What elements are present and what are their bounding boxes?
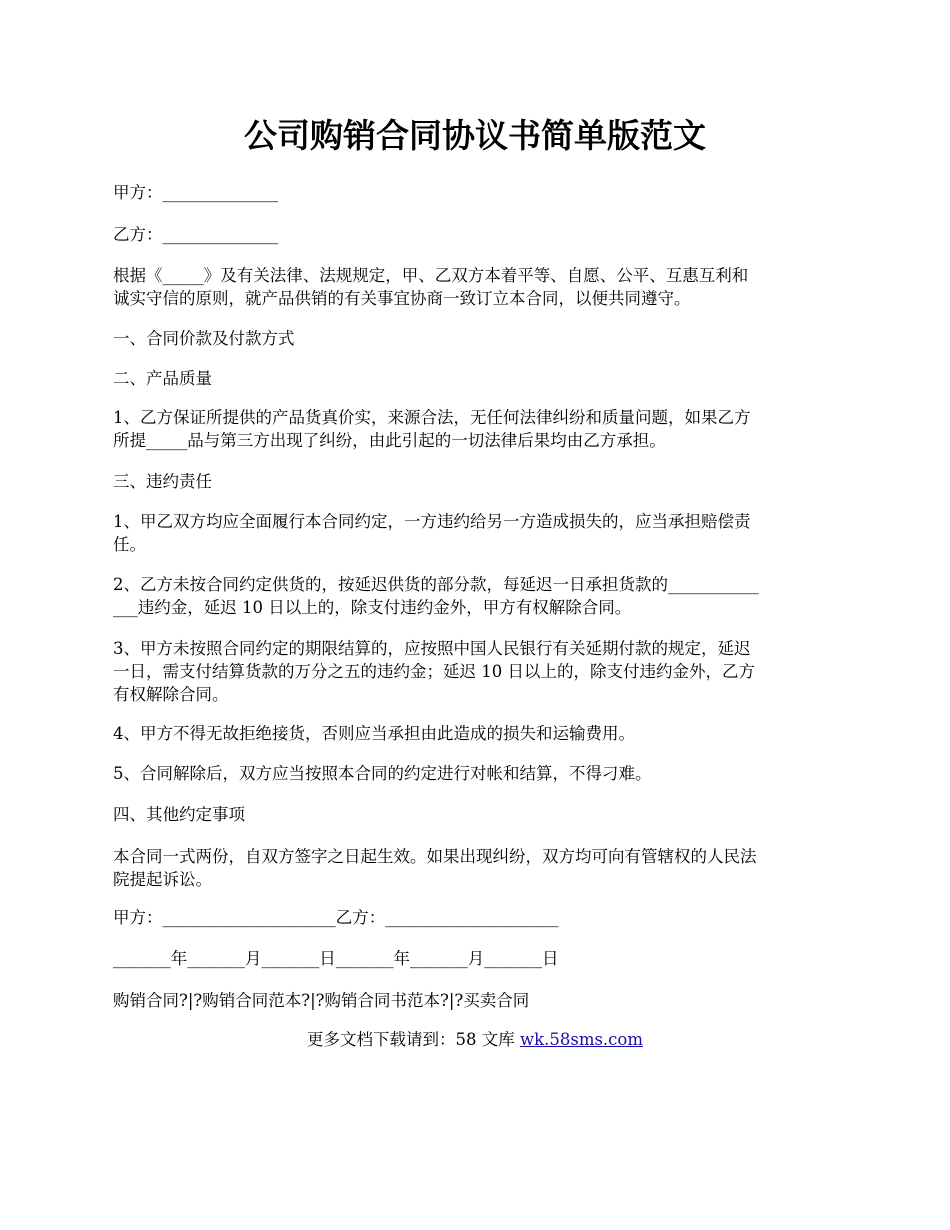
breach-item-4: 4、甲方不得无故拒绝接货，否则应当承担由此造成的损失和运输费用。 (113, 724, 635, 743)
breach-item-3-line-2: 一日，需支付结算货款的万分之五的违约金；延迟 10 日以上的，除支付违约金外，乙方 (113, 662, 755, 681)
quality-line-2: 所提_____品与第三方出现了纠纷，由此引起的一切法律后果均由乙方承担。 (113, 431, 666, 450)
section-heading-1: 一、合同价款及付款方式 (113, 329, 295, 348)
breach-item-1-line-1: 1、甲乙双方均应全面履行本合同约定，一方违约给另一方造成损失的，应当承担赔偿责 (113, 512, 751, 531)
breach-item-2-line-2: ___违约金，延迟 10 日以上的，除支付违约金外，甲方有权解除合同。 (113, 598, 632, 617)
section-heading-3: 三、违约责任 (113, 472, 212, 491)
intro-line-2: 诚实守信的原则，就产品供销的有关事宜协商一致订立本合同，以便共同遵守。 (113, 289, 691, 308)
tags-line: 购销合同?|?购销合同范本?|?购销合同书范本?|?买卖合同 (113, 991, 530, 1010)
footer-text: 更多文档下载请到：58 文库 (306, 1030, 520, 1049)
footer-link[interactable]: wk.58sms.com (519, 1030, 643, 1049)
breach-item-2-line-1: 2、乙方未按合同约定供货的，按延迟供货的部分款，每延迟一日承担货款的___________ (113, 575, 759, 594)
party-b-line: 乙方：______________ (113, 225, 278, 244)
breach-item-3-line-3: 有权解除合同。 (113, 685, 229, 704)
quality-line-1: 1、乙方保证所提供的产品货真价实，来源合法，无任何法律纠纷和质量问题，如果乙方 (113, 408, 751, 427)
party-a-line: 甲方：______________ (113, 183, 278, 202)
breach-item-3-line-1: 3、甲方未按照合同约定的期限结算的，应按照中国人民银行有关延期付款的规定，延迟 (113, 639, 751, 658)
section-heading-2: 二、产品质量 (113, 369, 212, 388)
breach-item-5: 5、合同解除后，双方应当按照本合同的约定进行对帐和结算，不得刁难。 (113, 764, 652, 783)
document-title: 公司购销合同协议书简单版范文 (244, 116, 706, 155)
date-line: _______年_______月_______日_______年_______月_______日 (113, 949, 559, 968)
other-terms-line-2: 院提起诉讼。 (113, 870, 212, 889)
signature-line: 甲方：_____________________乙方：_____________________ (113, 908, 559, 927)
section-heading-4: 四、其他约定事项 (113, 805, 245, 824)
footer (0, 1028, 950, 1051)
intro-line-1: 根据《_____》及有关法律、法规规定，甲、乙双方本着平等、自愿、公平、互惠互利和 (113, 266, 749, 285)
other-terms-line-1: 本合同一式两份，自双方签字之日起生效。如果出现纠纷，双方均可向有管辖权的人民法 (113, 847, 757, 866)
breach-item-1-line-2: 任。 (113, 535, 146, 554)
